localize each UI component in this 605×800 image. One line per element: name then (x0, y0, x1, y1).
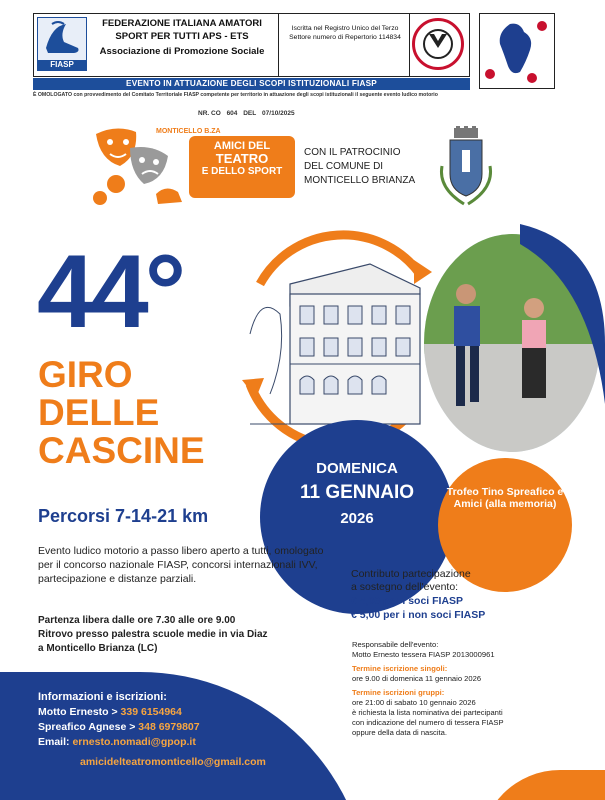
ivv-v-icon (415, 33, 461, 52)
event-day: DOMENICA (316, 460, 398, 477)
organizer-town: MONTICELLO B.ZA (156, 128, 221, 135)
lombardy-map-icon (480, 14, 554, 88)
runner-shoe-icon (38, 18, 86, 60)
event-year: 2026 (340, 510, 374, 527)
ivv-logo (412, 18, 464, 70)
patronage-text: CON IL PATROCINIO DEL COMUNE DI MONTICELLO BRIANZA (304, 147, 416, 186)
event-date: 11 GENNAIO (299, 482, 415, 503)
trophy-text: Trofeo Tino Spreafico e Amici (alla memoria) (446, 486, 564, 510)
fee-members: € 4,00 per i soci FIASP (351, 595, 464, 607)
edition-number: 44° (37, 234, 183, 350)
start-info: Partenza libera dalle ore 7.30 alle ore 9.00 Ritrovo presso palestra scuole medie in via Diaz a Monticello Brianza (LC) (38, 615, 268, 654)
registration-terms: Responsabile dell'evento: Motto Ernesto tessera FIASP 2013000961 Termine iscrizione singoli: ore 9.00 di domenica 11 gennaio 2026 Termine iscrizioni gruppi: ore 21:00 di sabato 10 gennaio 2026 è richiesta la lista nominativa dei partecipanti con indicazione del numero di tessera FIASP oppure della data di nascita. (352, 640, 504, 737)
header-divider (278, 14, 279, 76)
registry-text: Iscritta nel Registro Unico del Terzo Settore numero di Repertorio 114834 (289, 25, 401, 41)
event-title: GIRO DELLE CASCINE (38, 354, 205, 471)
email-link[interactable]: ernesto.nomadi@gpop.it (72, 736, 196, 748)
corner-decoration (480, 770, 605, 800)
event-description: Evento ludico motorio a passo libero aperto a tutti, omologato per il concorso nazionale FIASP, concorsi internazionali IVV, partecipazione e distanze parziali. (38, 545, 324, 585)
phone-link[interactable]: 339 6154964 (120, 706, 182, 718)
organizer-logo: AMICI DEL TEATRO E DELLO SPORT (189, 136, 295, 198)
email-link-secondary[interactable]: amicidelteatromonticello@gmail.com (80, 756, 266, 768)
route-map (479, 13, 555, 89)
fiasp-logo-label: FIASP (38, 60, 86, 70)
contact-row: Email: ernesto.nomadi@gpop.it (38, 736, 196, 748)
header-divider (409, 14, 410, 76)
contact-row: Motto Ernesto > 339 6154964 (38, 706, 182, 718)
homologation-text: È OMOLOGATO con provvedimento del Comitato Territoriale FIASP competente per territorio in attuazione degli scopi istituzionali il seguente evento ludico motorio (33, 92, 438, 98)
federation-name: FEDERAZIONE ITALIANA AMATORI SPORT PER TUTTI APS - ETS Associazione di Promozione Sociale (99, 18, 265, 57)
contacts-panel (38, 690, 348, 768)
routes-distances: Percorsi 7-14-21 km (38, 506, 209, 526)
phone-link[interactable]: 348 6979807 (138, 721, 200, 733)
homologation-number: NR. CO 604 DEL 07/10/2025 (198, 110, 295, 117)
fiasp-logo (37, 17, 87, 71)
contact-row: Spreafico Agnese > 348 6979807 (38, 721, 200, 733)
event-bar: EVENTO IN ATTUAZIONE DEGLI SCOPI ISTITUZIONALI FIASP (33, 78, 470, 90)
fee-non-members: € 5,00 per i non soci FIASP (351, 609, 486, 621)
contacts-heading: Informazioni e iscrizioni: (38, 691, 167, 703)
decorative-arc (510, 224, 605, 404)
municipal-crest-icon (436, 126, 496, 206)
fee-info: Contributo partecipazione a sostegno dell'evento: € 4,00 per i soci FIASP € 5,00 per i non soci FIASP (351, 568, 581, 622)
